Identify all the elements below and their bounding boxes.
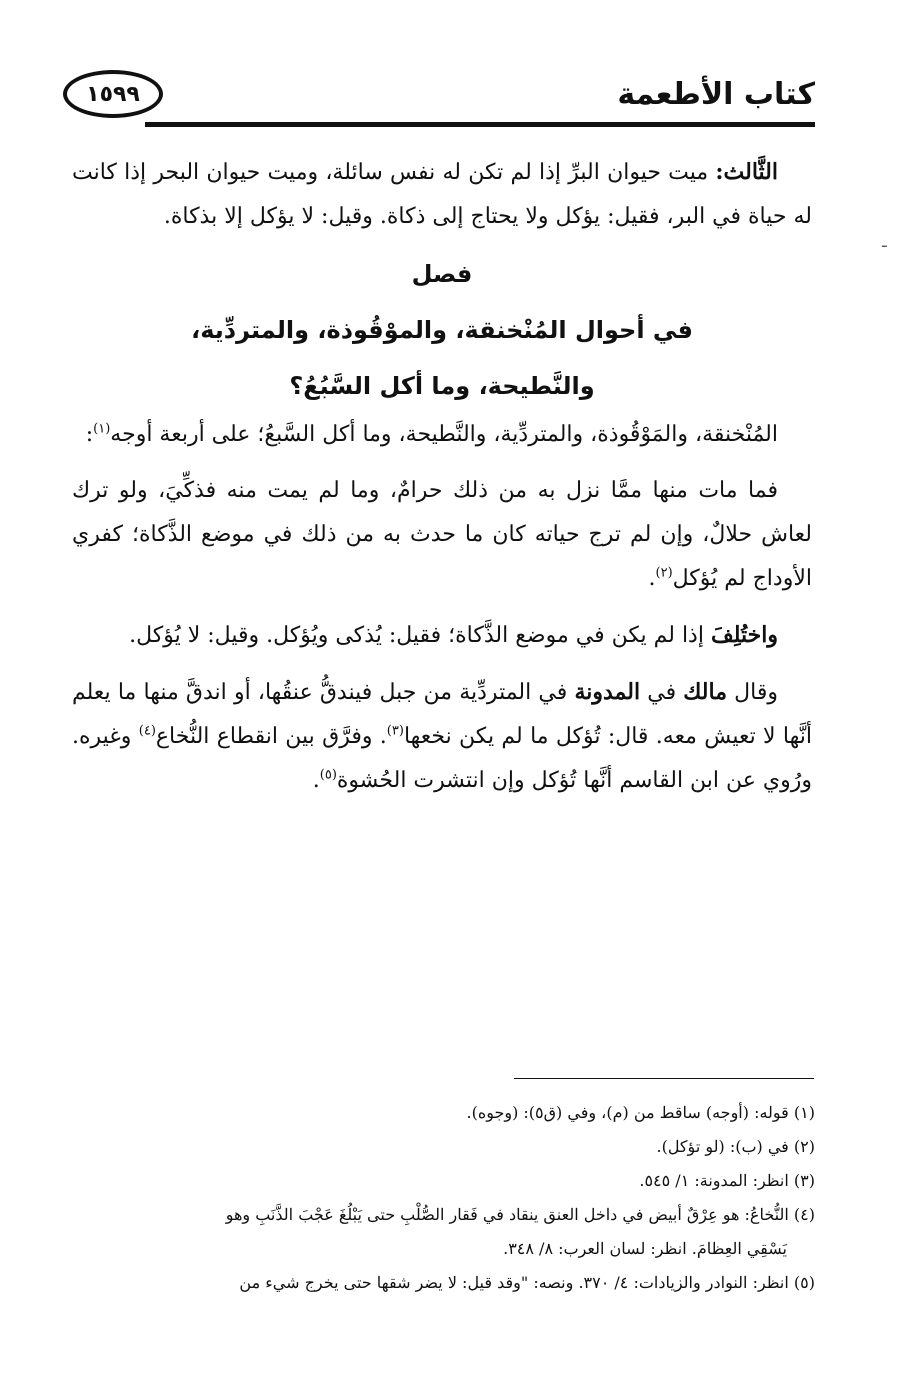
- punctuation: :: [85, 422, 94, 447]
- text-segment: في: [640, 680, 684, 705]
- margin-mark: ـ: [882, 232, 887, 251]
- header-rule: [145, 122, 815, 127]
- footnote-ref-1[interactable]: (١): [93, 421, 111, 437]
- paragraph-text: ميت حيوان البرِّ إذا لم تكن له نفس سائلة، وميت حيوان البحر إذا كانت له حياة في البر، فقيل: يؤكل ولا يحتاج إلى ذكاة. وقيل: لا يؤكل إلا بذكاة.: [72, 160, 812, 229]
- page-header: [55, 62, 815, 132]
- paragraph-text: إذا لم يكن في موضع الذَّكاة؛ فقيل: يُذكى ويُؤكل. وقيل: لا يُؤكل.: [129, 623, 711, 648]
- text-segment: . وفرَّق بين انقطاع النُّخاع: [155, 724, 387, 749]
- footnote-ref-2[interactable]: (٢): [655, 565, 673, 581]
- paragraph-text: المُنْخنقة، والمَوْقُوذة، والمتردِّية، والنَّطيحة، وما أكل السَّبعُ؛ على أربعة أوجه: [110, 422, 778, 447]
- punctuation: .: [648, 566, 656, 591]
- paragraph-lead: الثَّالث:: [715, 159, 778, 185]
- text-segment: وغيره. ورُوي عن ابن القاسم أنَّها تُؤكل وإن انتشرت الحُشوة: [72, 724, 812, 793]
- section-subtitle-line-1: في أحوال المُنْخنقة، والموْقُوذة، والمتردِّية،: [191, 316, 693, 344]
- footnotes: [80, 1096, 815, 1300]
- paragraph-malik: [72, 670, 812, 803]
- footnote-2: (٢) في (ب): (لو تؤكل).: [656, 1137, 815, 1156]
- scholar-name: مالك: [683, 679, 727, 705]
- book-title: كتاب الأطعمة: [617, 77, 815, 112]
- main-text: [72, 150, 812, 815]
- footnote-4-line-1: (٤) النُّخاعُ: هو عِرْقٌ أبيض في داخل العنق ينقاد في فَقار الصُّلْبِ حتى يَبْلُغَ عَجْبَ الذَّنَبِ وهو: [225, 1205, 815, 1224]
- footnote-3: (٣) انظر: المدونة: ١/ ٥٤٥.: [639, 1171, 815, 1190]
- paragraph-four-aspects: [72, 413, 812, 457]
- paragraph-ruling: [72, 469, 812, 601]
- page-number: ١٥٩٩: [86, 81, 140, 107]
- page-number-badge: [63, 70, 163, 118]
- book-name: المدونة: [574, 679, 641, 705]
- footnote-4-line-2: يَسْقِي العِظامَ. انظر: لسان العرب: ٨/ ٣٤٨.: [503, 1239, 787, 1258]
- paragraph-disagreement: [72, 613, 812, 658]
- section-subtitle-line-2: والنَّطيحة، وما أكل السَّبُعُ؟: [289, 372, 595, 400]
- paragraph-text: فما مات منها ممَّا نزل به من ذلك حرامٌ، وما لم يمت منه فذكِّيَ، ولو ترك لعاش حلالٌ، وإن لم ترج حياته كان ما حدث به من ذلك في موضع الذَّكاة؛ كفري الأوداج لم يُؤكل: [72, 478, 812, 591]
- footnote-ref-5[interactable]: (٥): [319, 767, 337, 783]
- paragraph-lead: واختُلِفَ: [710, 622, 778, 648]
- footnote-5: (٥) انظر: النوادر والزيادات: ٤/ ٣٧٠. ونصه: "وقد قيل: لا يضر شقها حتى يخرج شيء من: [239, 1273, 815, 1292]
- punctuation: .: [312, 768, 320, 793]
- footnote-1: (١) قوله: (أوجه) ساقط من (م)، وفي (ق٥): (وجوه).: [466, 1103, 815, 1122]
- footnote-separator: [514, 1078, 814, 1079]
- text-segment: في المتردِّية من جبل فيندقُّ عنقُها، أو اندقَّ منها ما يعلم أنَّها لا تعيش معه. قال: تُؤكل ما لم يكن نخعها: [72, 680, 812, 749]
- footnote-ref-4[interactable]: (٤): [138, 723, 156, 739]
- paragraph-third-case: [72, 150, 812, 239]
- section-title: فصل: [411, 260, 473, 288]
- footnote-ref-3[interactable]: (٣): [386, 723, 404, 739]
- text-segment: وقال: [727, 680, 778, 705]
